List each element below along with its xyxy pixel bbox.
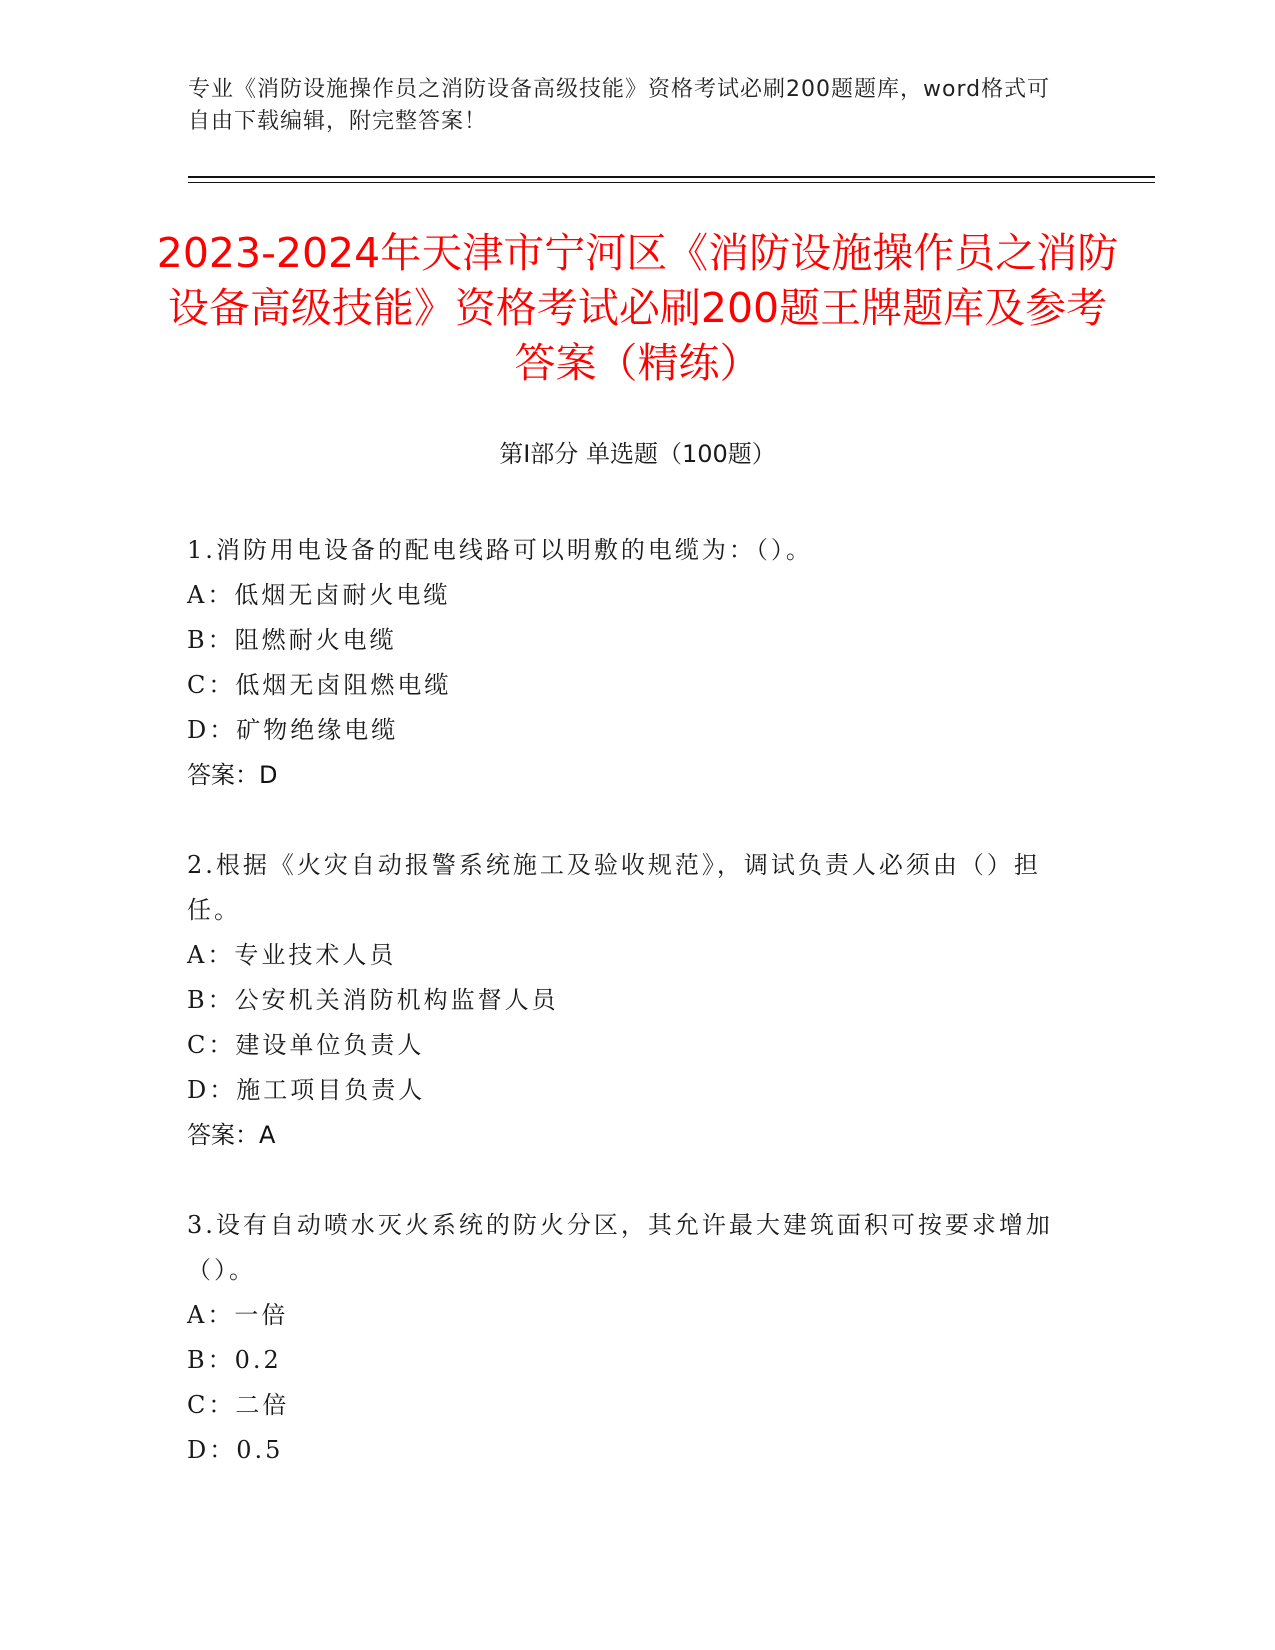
header-divider-thin [188,182,1155,183]
question-stem: 1.消防用电设备的配电线路可以明敷的电缆为：（）。 [187,536,813,564]
question-stem: 3.设有自动喷水灭火系统的防火分区，其允许最大建筑面积可按要求增加（）。 [187,1211,1053,1284]
option-c: C：低烟无卤阻燃电缆 [187,671,452,699]
question-1 [187,528,1067,798]
answer: 答案：D [187,761,278,789]
option-d: D：施工项目负责人 [187,1076,426,1104]
option-c: C：二倍 [187,1391,290,1419]
option-d: D：0.5 [187,1436,284,1464]
option-a: A：一倍 [187,1301,289,1329]
question-stem: 2.根据《火灾自动报警系统施工及验收规范》，调试负责人必须由（）担任。 [187,851,1041,924]
answer: 答案：A [187,1121,276,1149]
option-a: A：专业技术人员 [187,941,397,969]
section-title: 第Ⅰ部分 单选题（100题） [499,440,776,468]
option-b: B：公安机关消防机构监督人员 [187,986,559,1014]
question-2 [187,843,1067,1158]
question-list [187,528,1067,1518]
document-title: 2023-2024年天津市宁河区《消防设施操作员之消防设备高级技能》资格考试必刷200题王牌题库及参考答案（精练） [156,229,1119,387]
header-divider-thick [188,176,1155,178]
header-note: 专业《消防设施操作员之消防设备高级技能》资格考试必刷200题题库，word格式可自由下载编辑，附完整答案！ [188,77,1051,134]
option-b: B：阻燃耐火电缆 [187,626,397,654]
question-3 [187,1203,1067,1473]
option-c: C：建设单位负责人 [187,1031,425,1059]
option-d: D：矿物绝缘电缆 [187,716,399,744]
option-b: B：0.2 [187,1346,282,1374]
option-a: A：低烟无卤耐火电缆 [187,581,451,609]
